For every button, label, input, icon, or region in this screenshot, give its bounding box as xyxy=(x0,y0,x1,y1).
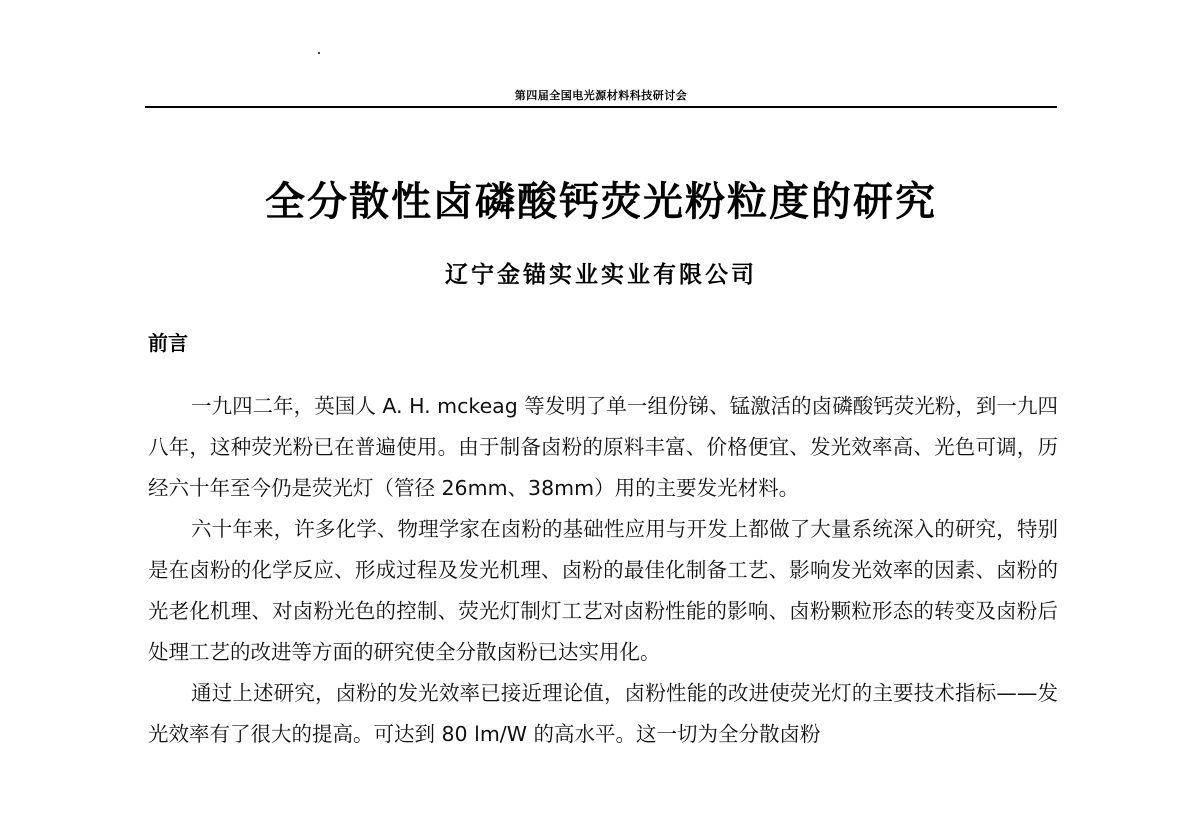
section-heading-preface: 前言 xyxy=(148,331,188,355)
header-rule xyxy=(145,106,1057,108)
paragraph: 通过上述研究，卤粉的发光效率已接近理论值，卤粉性能的改进使荧光灯的主要技术指标——发光效率有了很大的提高。可达到 80 lm/W 的高水平。这一切为全分散卤粉 xyxy=(148,681,1058,746)
paragraph: 一九四二年，英国人 A. H. mckeag 等发明了单一组份锑、锰激活的卤磷酸钙荧光粉，到一九四八年，这种荧光粉已在普遍使用。由于制备卤粉的原料丰富、价格便宜、发光效率高、光色可调，历经六十年至今仍是荧光灯（管径 26mm、38mm）用的主要发光材料。 xyxy=(148,394,1058,500)
author-affiliation: 辽宁金锚实业实业有限公司 xyxy=(445,261,757,288)
paper-title: 全分散性卤磷酸钙荧光粉粒度的研究 xyxy=(265,179,937,225)
body-text xyxy=(148,386,1058,755)
paragraph: 六十年来，许多化学、物理学家在卤粉的基础性应用与开发上都做了大量系统深入的研究，特别是在卤粉的化学反应、形成过程及发光机理、卤粉的最佳化制备工艺、影响发光效率的因素、卤粉的光老化机理、对卤粉光色的控制、荧光灯制灯工艺对卤粉性能的影响、卤粉颗粒形态的转变及卤粉后处理工艺的改进等方面的研究使全分散卤粉已达实用化。 xyxy=(148,517,1058,664)
scan-speck xyxy=(318,52,320,54)
running-header: 第四届全国电光源材料科技研讨会 xyxy=(514,89,688,102)
